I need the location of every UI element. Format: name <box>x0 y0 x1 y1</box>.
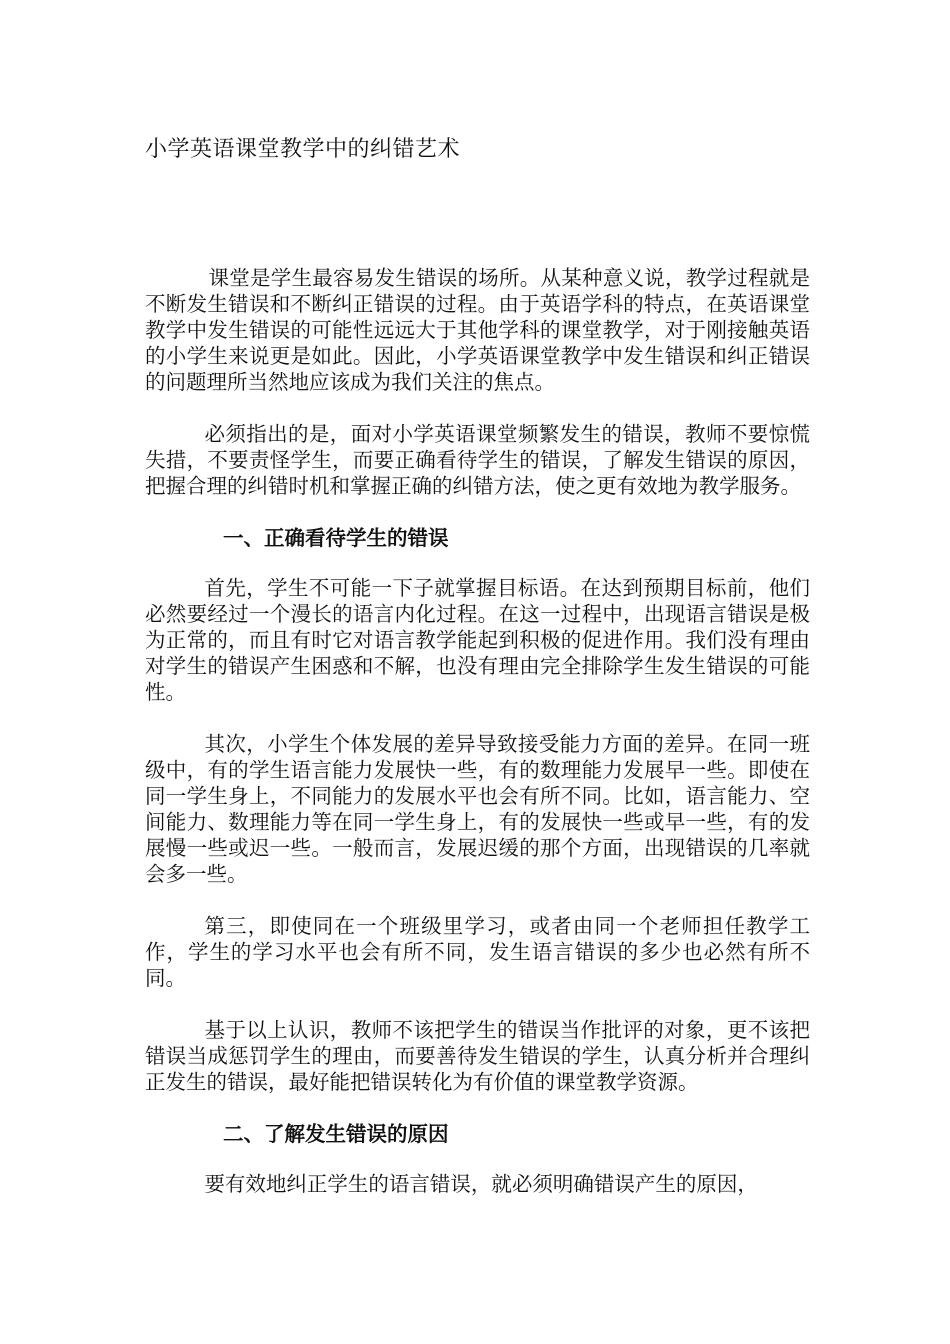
section-heading-2: 二、了解发生错误的原因 <box>223 1122 449 1146</box>
paragraph-causes: 要有效地纠正学生的语言错误，就必须明确错误产生的原因， <box>204 1172 758 1196</box>
document-title: 小学英语课堂教学中的纠错艺术 <box>145 137 461 162</box>
document-body <box>145 265 810 1223</box>
paragraph-first: 首先，学生不可能一下子就掌握目标语。在达到预期目标前，他们必然要经过一个漫长的语言内化过程。在这一过程中，出现语言错误是极为正常的，而且有时它对语言教学能起到积极的促进作用。我们没有理由对学生的错误产生困惑和不解，也没有理由完全排除学生发生错误的可能性。 <box>145 576 810 704</box>
paragraph-based-on: 基于以上认识，教师不该把学生的错误当作批评的对象，更不该把错误当成惩罚学生的理由，而要善待发生错误的学生，认真分析并合理纠正发生的错误，最好能把错误转化为有价值的课堂教学资源。 <box>145 1018 810 1094</box>
paragraph-intro: 课堂是学生最容易发生错误的场所。从某种意义说，教学过程就是不断发生错误和不断纠正错误的过程。由于英语学科的特点，在英语课堂教学中发生错误的可能性远远大于其他学科的课堂教学，对于刚接触英语的小学生来说更是如此。因此，小学英语课堂教学中发生错误和纠正错误的问题理所当然地应该成为我们关注的焦点。 <box>145 266 810 394</box>
paragraph-second: 其次，小学生个体发展的差异导致接受能力方面的差异。在同一班级中，有的学生语言能力发展快一些，有的数理能力发展早一些。即使在同一学生身上，不同能力的发展水平也会有所不同。比如，语言能力、空间能力、数理能力等在同一学生身上，有的发展快一些或早一些，有的发展慢一些或迟一些。一般而言，发展迟缓的那个方面，出现错误的几率就会多一些。 <box>145 732 810 886</box>
paragraph-third: 第三，即使同在一个班级里学习，或者由同一个老师担任教学工作，学生的学习水平也会有所不同，发生语言错误的多少也必然有所不同。 <box>145 914 810 990</box>
paragraph-must-point-out: 必须指出的是，面对小学英语课堂频繁发生的错误，教师不要惊慌失措，不要责怪学生，而要正确看待学生的错误，了解发生错误的原因，把握合理的纠错时机和掌握正确的纠错方法，使之更有效地为教学服务。 <box>145 422 810 498</box>
section-heading-1: 一、正确看待学生的错误 <box>223 526 449 550</box>
